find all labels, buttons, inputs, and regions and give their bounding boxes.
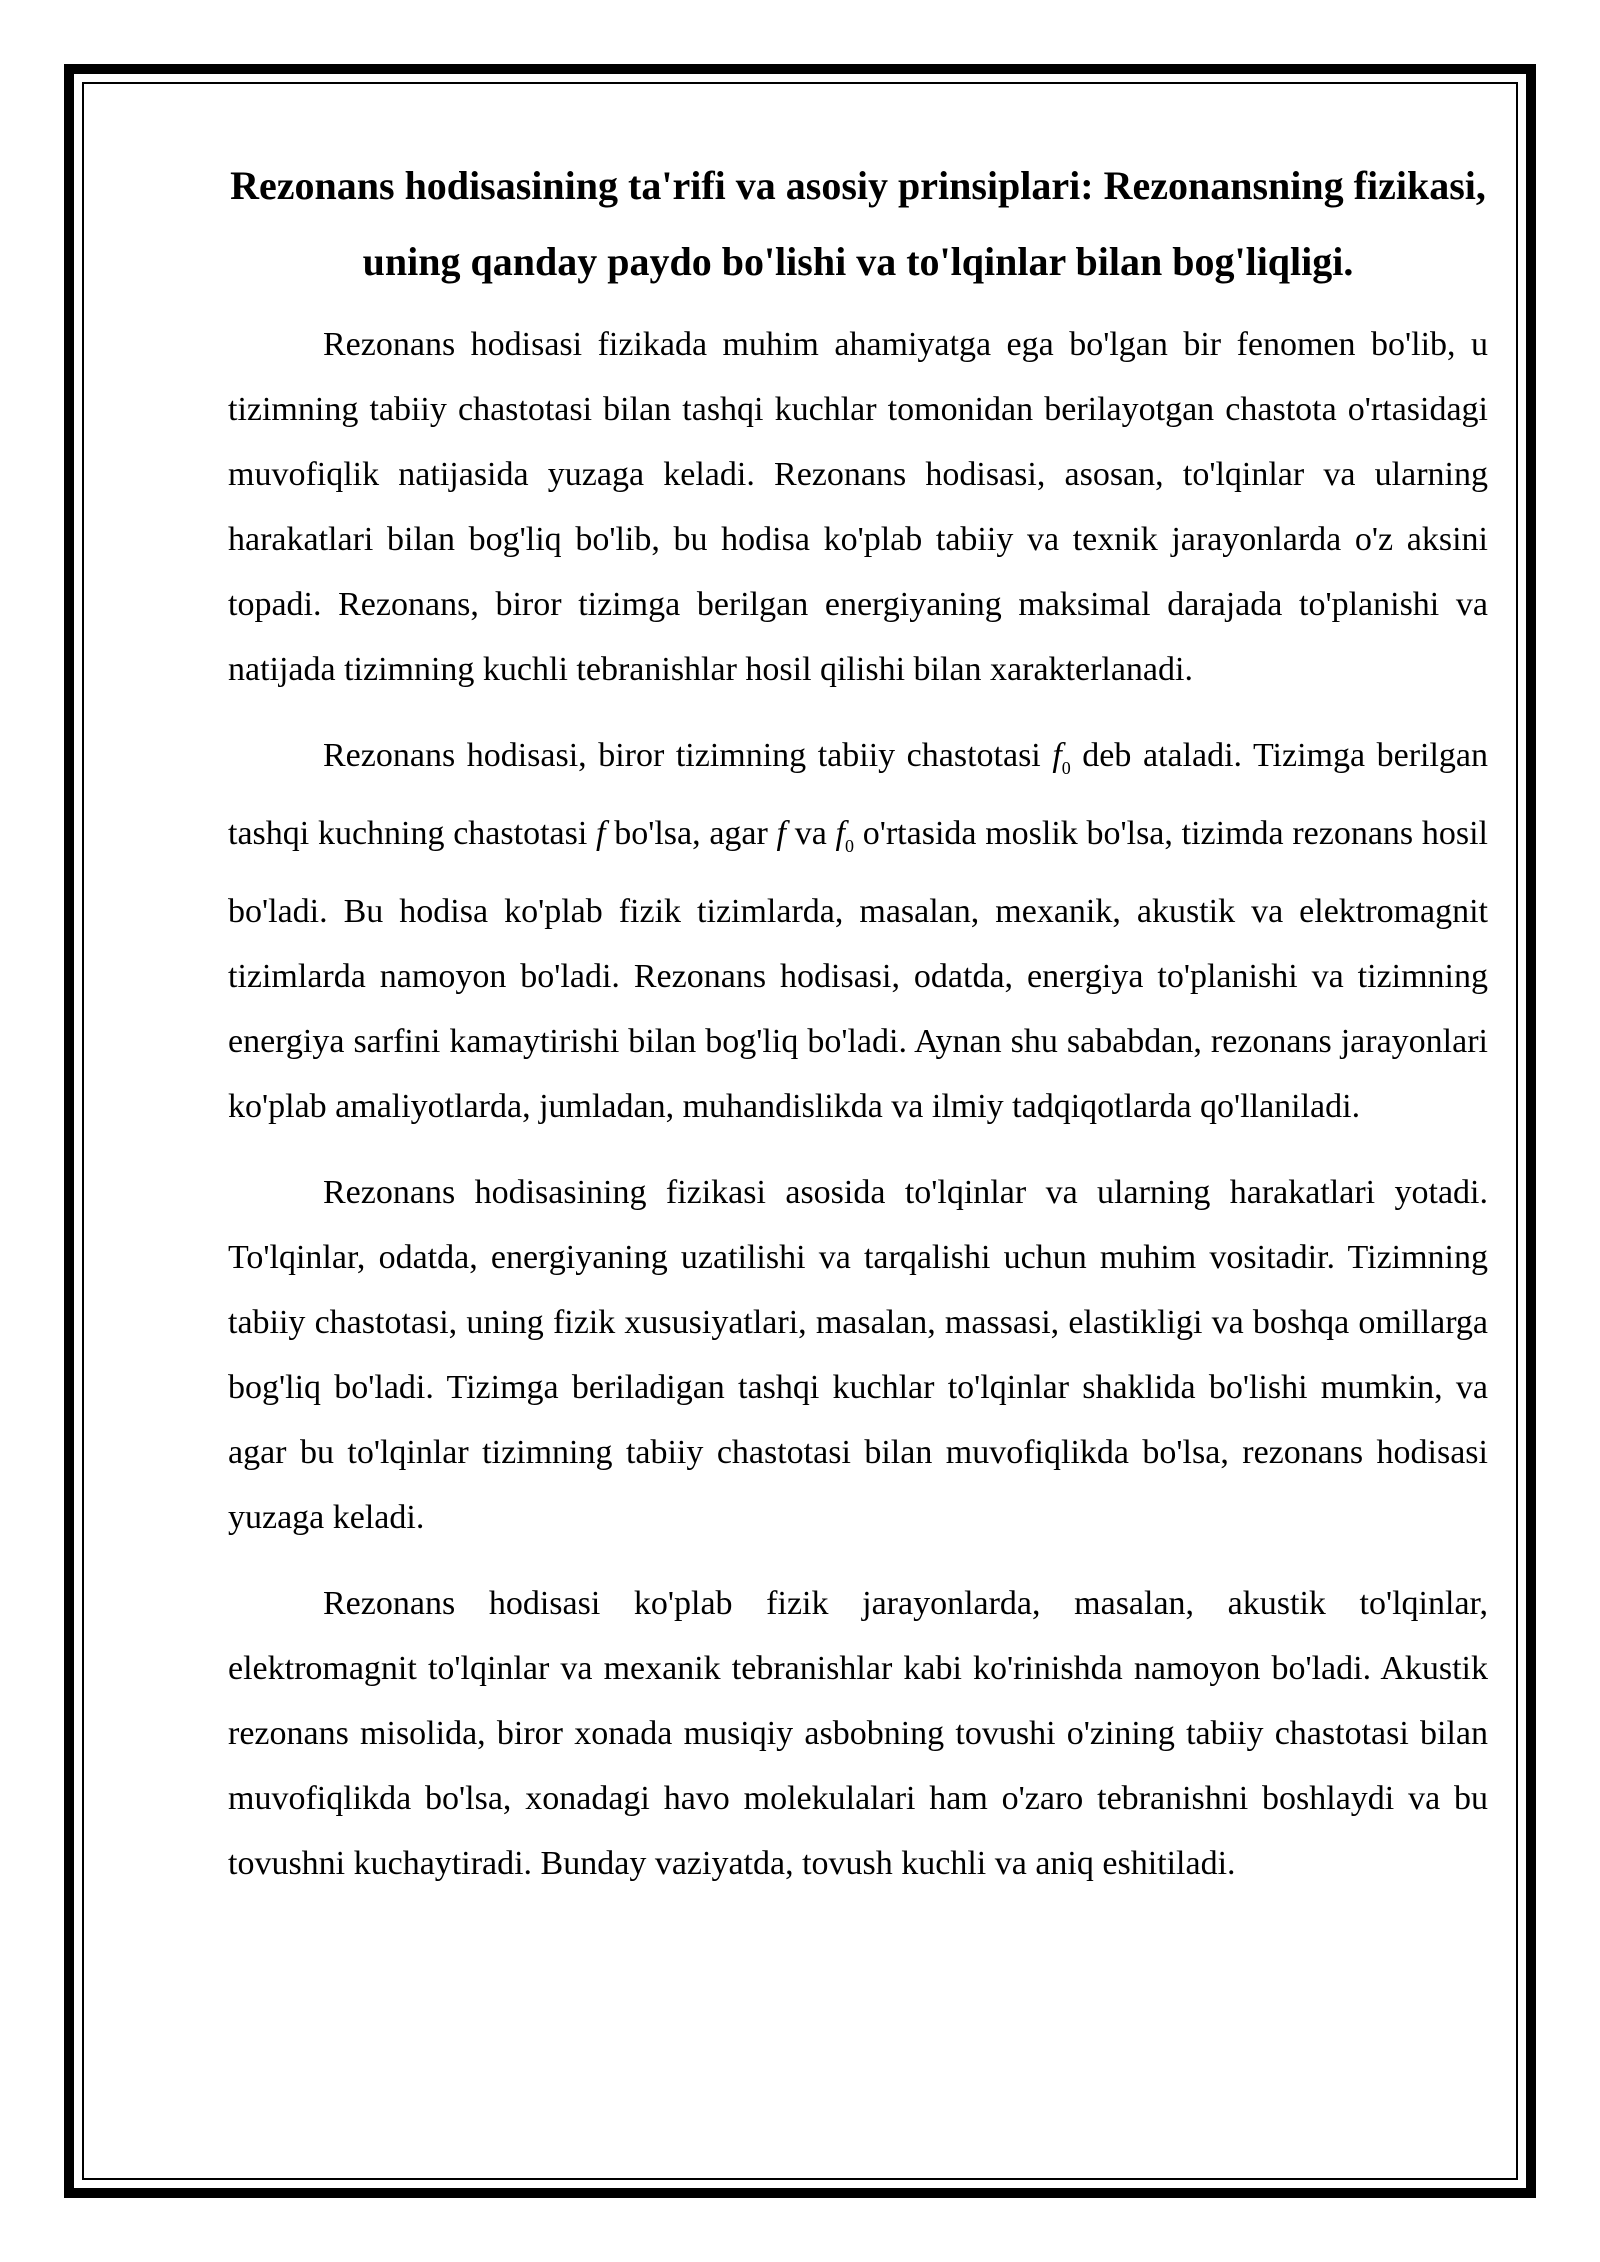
- document-title: Rezonans hodisasining ta'rifi va asosiy prinsiplari: Rezonansning fizikasi, uning qanday paydo bo'lishi va to'lqinlar bilan bog'liqligi.: [230, 163, 1486, 284]
- paragraph-2-text-4: va: [786, 814, 836, 852]
- document-body: [228, 148, 1488, 1917]
- natural-frequency-symbol: $f_0$: [835, 814, 854, 856]
- paragraph-3: Rezonans hodisasining fizikasi asosida to'lqinlar va ularning harakatlari yotadi. To'lqinlar, odatda, energiyaning uzatilishi va tarqalishi uchun muhim vositadir. Tizimning tabiiy chastotasi, uning fizik xususiyatlari, masalan, massasi, elastikligi va boshqa omillarga bog'liq bo'ladi. Tizimga beriladigan tashqi kuchlar to'lqinlar shaklida bo'lishi mumkin, va agar bu to'lqinlar tizimning tabiiy chastotasi bilan muvofiqlikda bo'lsa, rezonans hodisasi yuzaga keladi.: [228, 1173, 1488, 1536]
- paragraph-2-text-2: deb ataladi. Tizimga berilgan tashqi kuchning chastotasi: [228, 737, 1489, 852]
- paragraph-4: Rezonans hodisasi ko'plab fizik jarayonlarda, masalan, akustik to'lqinlar, elektromagnit to'lqinlar va mexanik tebranishlar kabi ko'rinishda namoyon bo'ladi. Akustik rezonans misolida, biror xonada musiqiy asbobning tovushi o'zining tabiiy chastotasi bilan muvofiqlikda bo'lsa, xonadagi havo molekulalari ham o'zaro tebranishni boshlaydi va bu tovushni kuchaytiradi. Bunday vaziyatda, tovush kuchli va aniq eshitiladi.: [228, 1584, 1488, 1882]
- paragraph-2-text-1: Rezonans hodisasi, biror tizimning tabiiy chastotasi: [323, 737, 1053, 774]
- paragraph-2-text-3: bo'lsa, agar: [605, 814, 777, 852]
- natural-frequency-symbol: $f_0$: [1052, 737, 1071, 778]
- paragraph-2-text-5: o'rtasida moslik bo'lsa, tizimda rezonans hosil bo'ladi. Bu hodisa ko'plab fizik tizimlarda, masalan, mexanik, akustik va elektromagnit tizimlarda namoyon bo'ladi. Rezonans hodisasi, odatda, energiya to'planishi va tizimning energiya sarfini kamaytirishi bilan bog'liq bo'ladi. Aynan shu sababdan, rezonans jarayonlari ko'plab amaliyotlarda, jumladan, muhandislikda va ilmiy tadqiqotlarda qo'llaniladi.: [228, 814, 1488, 1125]
- paragraph-1: Rezonans hodisasi fizikada muhim ahamiyatga ega bo'lgan bir fenomen bo'lib, u tizimning tabiiy chastotasi bilan tashqi kuchlar tomonidan berilayotgan chastota o'rtasidagi muvofiqlik natijasida yuzaga keladi. Rezonans hodisasi, asosan, to'lqinlar va ularning harakatlari bilan bog'liq bo'lib, bu hodisa ko'plab tabiiy va texnik jarayonlarda o'z aksini topadi. Rezonans, biror tizimga berilgan energiyaning maksimal darajada to'planishi va natijada tizimning kuchli tebranishlar hosil qilishi bilan xarakterlanadi.: [228, 326, 1488, 688]
- frequency-symbol: f: [776, 814, 786, 852]
- paragraph-2: [228, 723, 1488, 1139]
- frequency-symbol: f: [596, 814, 606, 852]
